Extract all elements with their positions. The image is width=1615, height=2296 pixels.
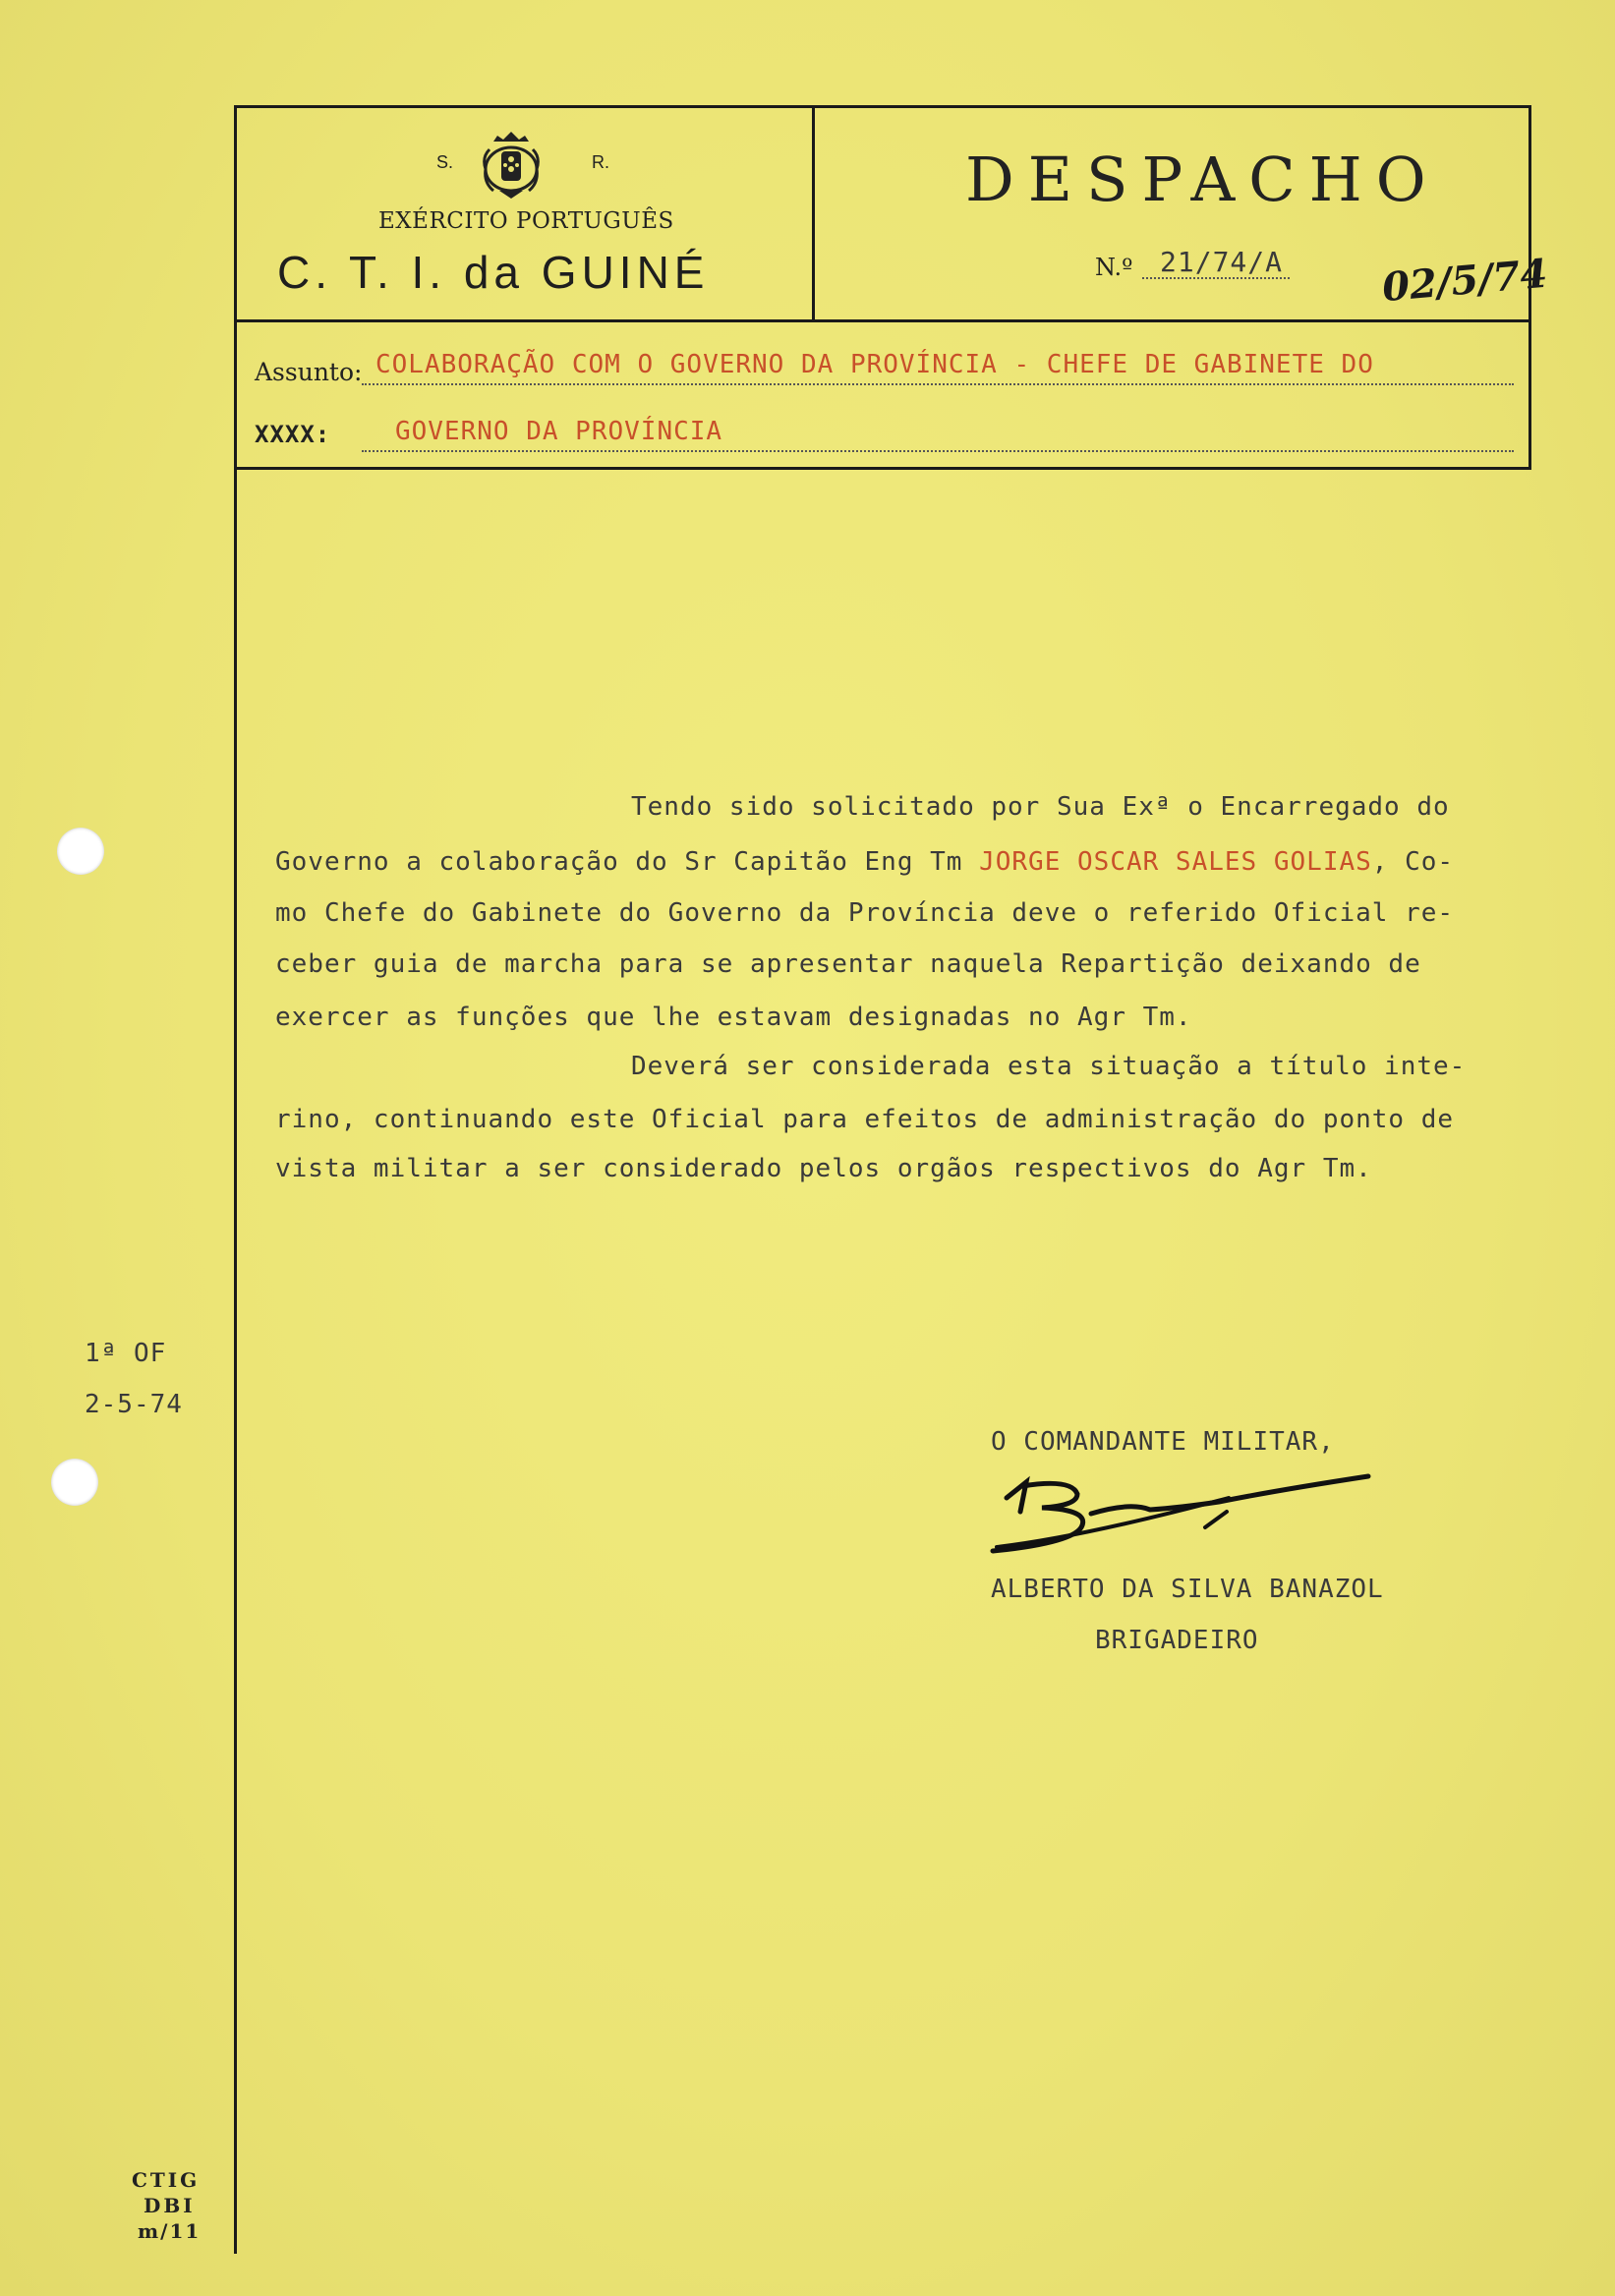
margin-note-office: 1ª OF xyxy=(85,1339,167,1368)
document-number: 21/74/A xyxy=(1160,246,1284,278)
punch-hole-bottom xyxy=(51,1459,98,1506)
body-line-7: rino, continuando este Oficial para efeitos de administração do ponto de xyxy=(275,1105,1455,1134)
form-code-line-2: DBI xyxy=(144,2194,196,2217)
number-label: N.º xyxy=(1095,254,1133,281)
form-code-line-1: CTIG xyxy=(132,2168,201,2192)
body-line-2 xyxy=(275,847,1454,877)
header-divider xyxy=(812,106,815,320)
body-line-3: mo Chefe do Gabinete do Governo da Província deve o referido Oficial re- xyxy=(275,898,1455,928)
header-top-rule xyxy=(234,105,1531,108)
body-line-4: ceber guia de marcha para se apresentar naquela Repartição deixando de xyxy=(275,949,1421,979)
body-line-5: exercer as funções que lhe estavam designadas no Agr Tm. xyxy=(275,1003,1192,1032)
body-line-6: Deverá ser considerada esta situação a título inte- xyxy=(631,1052,1467,1081)
subject-bottom-rule xyxy=(234,467,1531,470)
header-mid-rule xyxy=(234,319,1531,322)
handwritten-signature xyxy=(983,1468,1386,1557)
army-name: EXÉRCITO PORTUGUÊS xyxy=(378,208,674,234)
body-line-1: Tendo sido solicitado por Sua Exª o Encarregado do xyxy=(631,792,1450,822)
punch-hole-top xyxy=(57,828,104,875)
subject-dotted-line-1 xyxy=(362,383,1514,385)
signatory-rank: BRIGADEIRO xyxy=(1095,1626,1259,1655)
r-letter: R. xyxy=(592,152,609,172)
form-code-line-3: m/11 xyxy=(138,2219,202,2243)
left-margin-rule xyxy=(234,106,237,2254)
subject-dotted-line-2 xyxy=(362,450,1514,452)
number-dotted-line xyxy=(1142,277,1290,279)
subject-label: Assunto: xyxy=(255,358,363,386)
unit-name: C. T. I. da GUINÉ xyxy=(277,247,710,298)
s-letter: S. xyxy=(436,152,454,172)
subject-line-2: GOVERNO DA PROVÍNCIA xyxy=(395,417,723,446)
body-line-2-end: , Co- xyxy=(1371,847,1455,877)
document-type: DESPACHO xyxy=(965,144,1440,215)
signature-closing: O COMANDANTE MILITAR, xyxy=(991,1427,1335,1457)
officer-name: JORGE OSCAR SALES GOLIAS xyxy=(979,847,1372,877)
signatory-name: ALBERTO DA SILVA BANAZOL xyxy=(991,1575,1384,1604)
margin-note-date: 2-5-74 xyxy=(85,1390,183,1419)
handwritten-date: 02/5/74 xyxy=(1380,250,1550,312)
subject-struck-label: XXXX: xyxy=(255,421,331,448)
body-line-8: vista militar a ser considerado pelos orgãos respectivos do Agr Tm. xyxy=(275,1154,1372,1183)
coat-of-arms-icon xyxy=(480,130,543,201)
body-line-2-start: Governo a colaboração do Sr Capitão Eng Tm xyxy=(275,847,980,877)
subject-line-1: COLABORAÇÃO COM O GOVERNO DA PROVÍNCIA - CHEFE DE GABINETE DO xyxy=(375,350,1374,379)
